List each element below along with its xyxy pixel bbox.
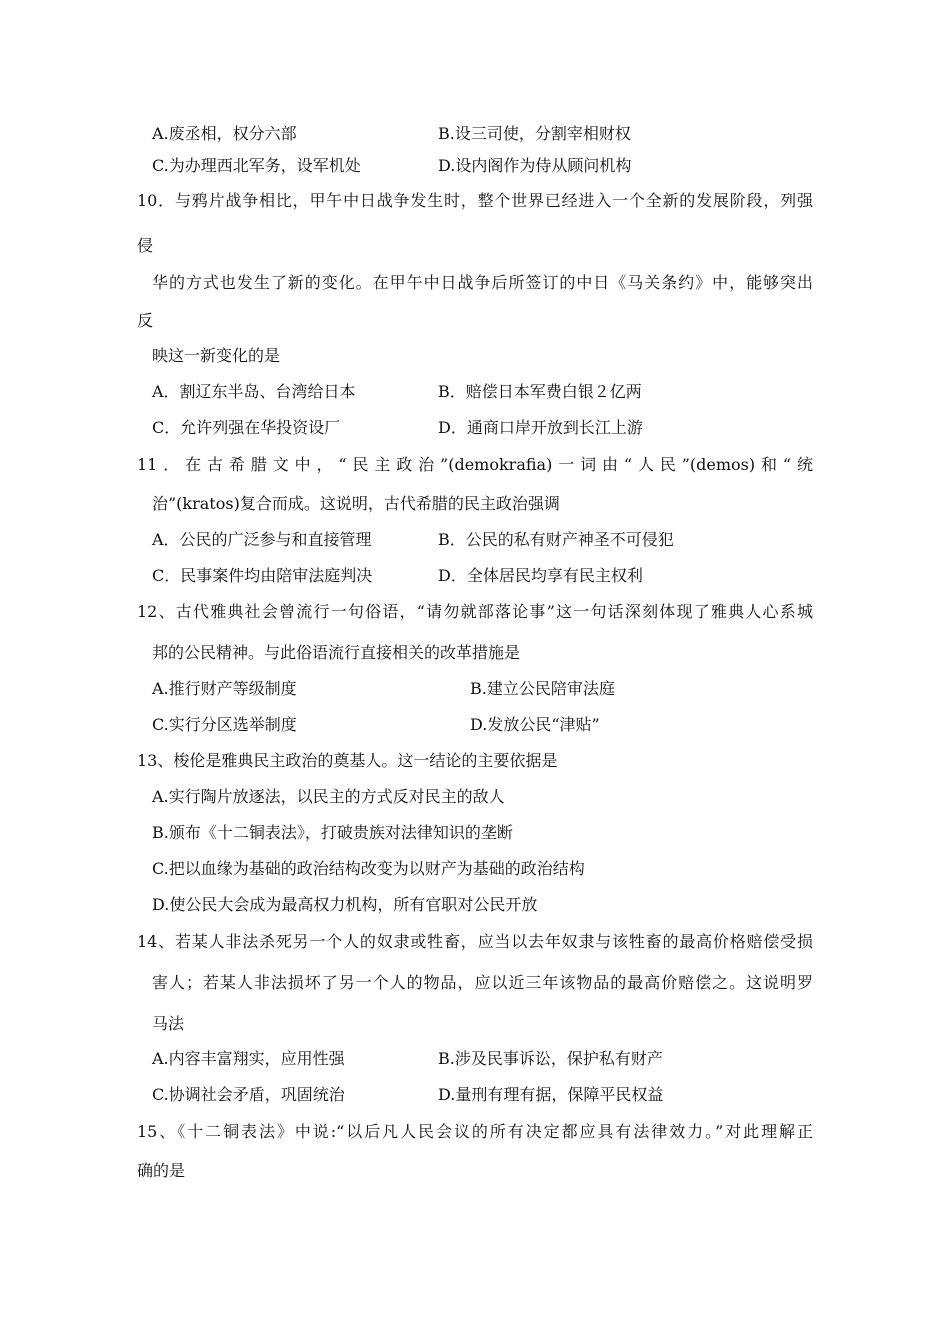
q10-stem-line-3: 华的方式也发生了新的变化。在甲午中日战争后所签订的中日《马关条约》中，能够突出 — [152, 273, 813, 292]
q14-stem-line-3: 马法 — [152, 1014, 185, 1033]
q10-stem-line-4: 反 — [137, 311, 154, 330]
q12-stem-line-1: 12、古代雅典社会曾流行一句俗语，“请勿就部落论事”这一句话深刻体现了雅典人心系城 — [137, 602, 813, 621]
q10-option-b: B．赔偿日本军费白银２亿两 — [438, 382, 642, 401]
q10-option-c: C．允许列强在华投资设厂 — [152, 418, 341, 437]
q11-option-a: A．公民的广泛参与和直接管理 — [152, 530, 372, 549]
q12-option-d: D.发放公民“津贴” — [470, 715, 600, 734]
q12-option-b: B.建立公民陪审法庭 — [470, 679, 615, 698]
q11-stem-line-1: 11．在古希腊文中，“民主政治”(demokrafia)一词由“人民”(demos)和“统 — [137, 455, 813, 474]
q11-option-b: B．公民的私有财产神圣不可侵犯 — [438, 530, 674, 549]
q15-stem-line-2: 确的是 — [137, 1161, 186, 1180]
q10-option-d: D．通商口岸开放到长江上游 — [438, 418, 643, 437]
q9-option-d: D.设内阁作为侍从顾问机构 — [438, 156, 632, 175]
q12-stem-line-2: 邦的公民精神。与此俗语流行直接相关的改革措施是 — [152, 643, 521, 662]
q13-option-c: C.把以血缘为基础的政治结构改变为以财产为基础的政治结构 — [152, 859, 585, 878]
q14-option-d: D.量刑有理有据，保障平民权益 — [438, 1085, 664, 1104]
q13-option-d: D.使公民大会成为最高权力机构，所有官职对公民开放 — [152, 895, 538, 914]
q15-stem-line-1: 15、《十二铜表法》中说:“以后凡人民会议的所有决定都应具有法律效力。”对此理解正 — [137, 1122, 813, 1141]
q13-option-b: B.颁布《十二铜表法》，打破贵族对法律知识的垄断 — [152, 823, 513, 842]
q10-stem-line-1: 10．与鸦片战争相比，甲午中日战争发生时，整个世界已经进入一个全新的发展阶段，列强 — [137, 191, 813, 210]
q11-option-c: C．民事案件均由陪审法庭判决 — [152, 566, 373, 585]
q9-option-c: C.为办理西北军务，设军机处 — [152, 156, 361, 175]
q11-option-d: D．全体居民均享有民主权利 — [438, 566, 643, 585]
q14-stem-line-1: 14、若某人非法杀死另一个人的奴隶或牲畜，应当以去年奴隶与该牲畜的最高价格赔偿受损 — [137, 932, 813, 951]
q9-option-b: B.设三司使，分割宰相财权 — [438, 124, 631, 143]
q13-option-a: A.实行陶片放逐法，以民主的方式反对民主的敌人 — [152, 787, 505, 806]
q12-option-c: C.实行分区选举制度 — [152, 715, 297, 734]
q11-stem-line-2: 治”(kratos)复合而成。这说明，古代希腊的民主政治强调 — [152, 494, 560, 513]
q14-stem-line-2: 害人；若某人非法损坏了另一个人的物品，应以近三年该物品的最高价赔偿之。这说明罗 — [152, 973, 813, 992]
q14-option-a: A.内容丰富翔实，应用性强 — [152, 1049, 345, 1068]
q10-stem-line-5: 映这一新变化的是 — [152, 346, 281, 365]
q14-option-b: B.涉及民事诉讼，保护私有财产 — [438, 1049, 663, 1068]
q14-option-c: C.协调社会矛盾，巩固统治 — [152, 1085, 345, 1104]
q9-option-a: A.废丞相，权分六部 — [152, 124, 297, 143]
q10-option-a: A．割辽东半岛、台湾给日本 — [152, 382, 356, 401]
q12-option-a: A.推行财产等级制度 — [152, 679, 297, 698]
q13-stem-line-1: 13、梭伦是雅典民主政治的奠基人。这一结论的主要依据是 — [137, 751, 558, 770]
q10-stem-line-2: 侵 — [137, 236, 154, 255]
